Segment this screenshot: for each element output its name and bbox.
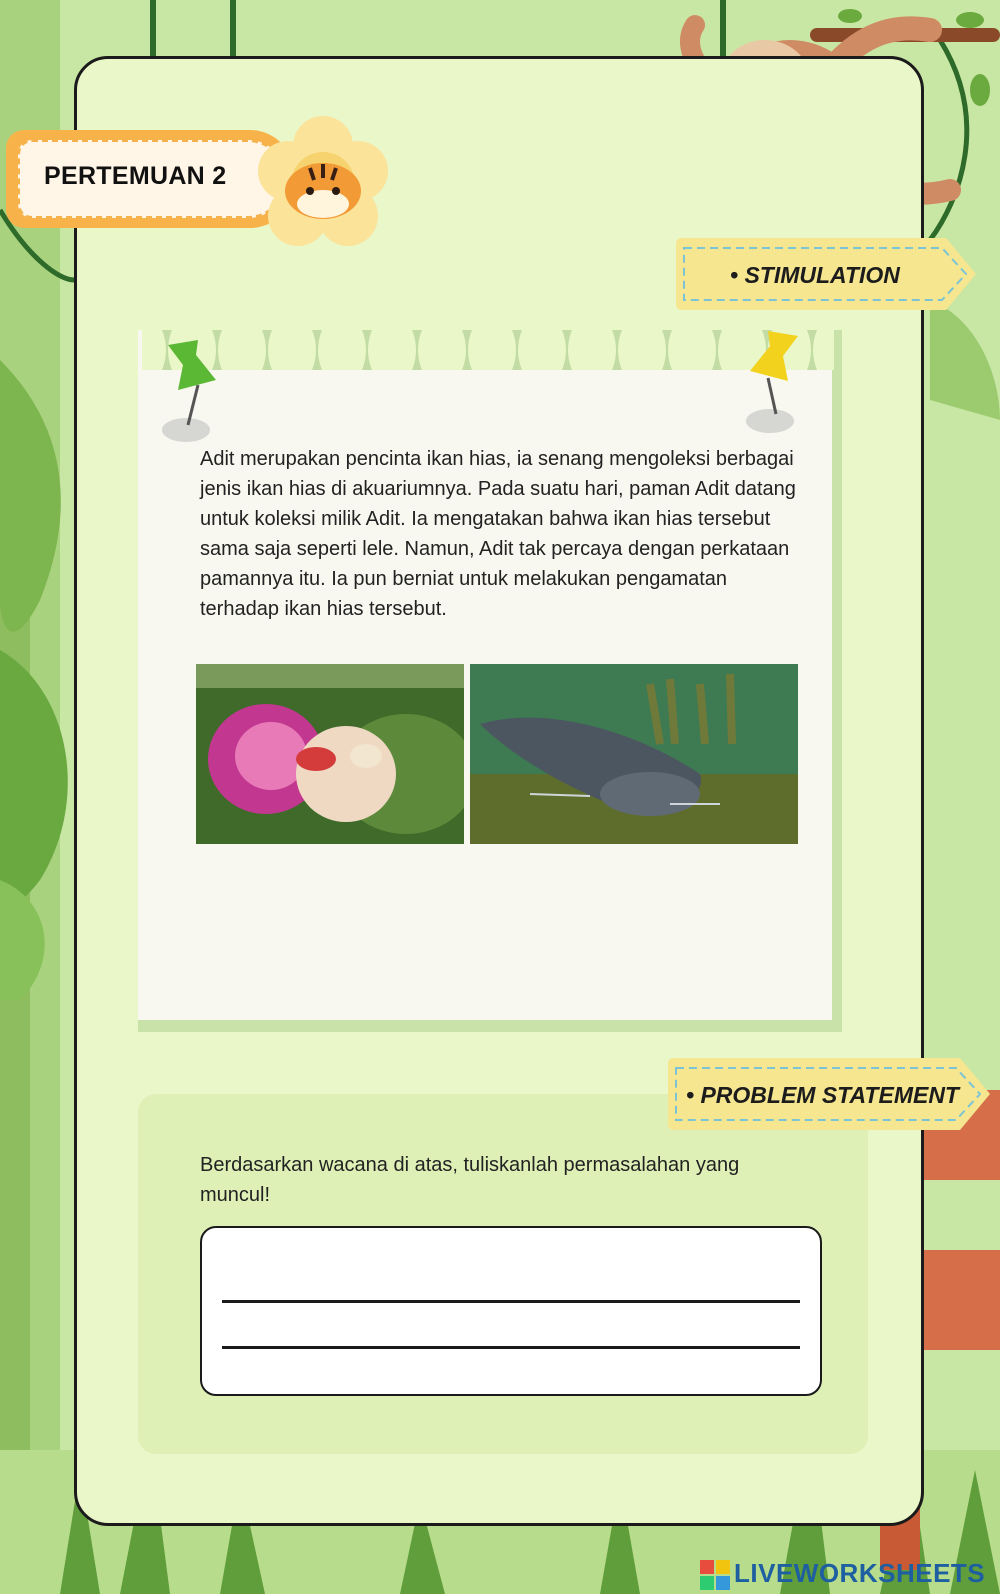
answer-line-1 bbox=[222, 1300, 800, 1303]
problem-label-text: PROBLEM STATEMENT bbox=[700, 1082, 959, 1108]
problem-statement-label bbox=[686, 1082, 959, 1109]
problem-question: Berdasarkan wacana di atas, tuliskanlah permasalahan yang muncul! bbox=[200, 1154, 740, 1206]
catfish-photo bbox=[470, 664, 798, 844]
answer-input[interactable] bbox=[200, 1226, 822, 1396]
page-title: PERTEMUAN 2 bbox=[44, 162, 227, 190]
liveworksheets-logo-icon bbox=[700, 1560, 730, 1590]
tiger-badge-icon bbox=[248, 116, 398, 250]
story-paragraph: Adit merupakan pencinta ikan hias, ia senang mengoleksi berbagai jenis ikan hias di akuariumnya. Pada suatu hari, paman Adit datang untuk koleksi milik Adit. Ia mengatakan bahwa ikan hias tersebut sama saja seperti lele. Namun, Adit tak percaya dengan perkataan pamannya itu. Ia pun berniat untuk melakukan pengamatan terhadap ikan hias tersebut. bbox=[200, 448, 796, 620]
brand-footer[interactable]: LIVEWORKSHEETS bbox=[734, 1558, 986, 1588]
stimulation-label bbox=[730, 262, 900, 289]
problem-bullet: • bbox=[686, 1082, 695, 1108]
torn-paper-edge bbox=[142, 330, 834, 370]
betta-fish-photo bbox=[196, 664, 464, 844]
answer-line-2 bbox=[222, 1346, 800, 1349]
yellow-pushpin-icon bbox=[738, 326, 808, 436]
stimulation-bullet: • bbox=[730, 262, 739, 288]
stimulation-label-text: STIMULATION bbox=[744, 262, 900, 288]
green-pushpin-icon bbox=[158, 335, 228, 445]
